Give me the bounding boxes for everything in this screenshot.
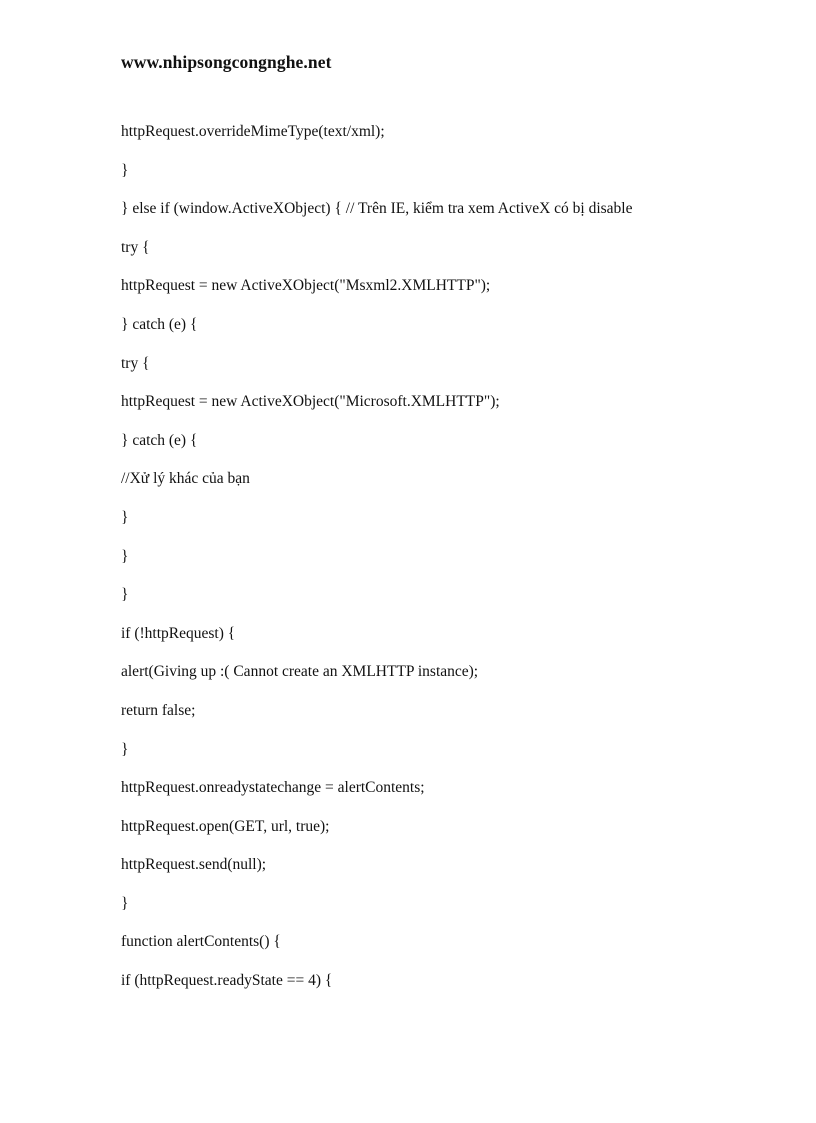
code-line: httpRequest.onreadystatechange = alertContents; (121, 779, 425, 797)
code-line: try { (121, 354, 150, 372)
code-line: } (121, 161, 129, 179)
code-line: httpRequest.send(null); (121, 856, 267, 874)
site-header: www.nhipsongcongnghe.net (121, 52, 332, 72)
code-line: function alertContents() { (121, 933, 281, 951)
code-line: } (121, 740, 129, 758)
code-line: } (121, 894, 129, 912)
code-line: //Xử lý khác của bạn (121, 470, 250, 488)
code-line: return false; (121, 701, 196, 719)
code-line: } (121, 508, 129, 526)
code-line: } catch (e) { (121, 315, 198, 333)
code-line: if (httpRequest.readyState == 4) { (121, 972, 333, 990)
code-line: httpRequest.open(GET, url, true); (121, 817, 330, 835)
code-line: } catch (e) { (121, 431, 198, 449)
code-line: alert(Giving up :( Cannot create an XMLHTTP instance); (121, 663, 479, 681)
code-line: if (!httpRequest) { (121, 624, 236, 642)
code-line: httpRequest = new ActiveXObject("Msxml2.XMLHTTP"); (121, 277, 491, 295)
code-line: } (121, 547, 129, 565)
code-line: try { (121, 238, 150, 256)
code-line: httpRequest.overrideMimeType(text/xml); (121, 123, 385, 140)
code-line: httpRequest = new ActiveXObject("Microsoft.XMLHTTP"); (121, 393, 500, 411)
code-line: } else if (window.ActiveXObject) { // Trên IE, kiểm tra xem ActiveX có bị disable (121, 200, 633, 218)
code-listing (121, 121, 632, 1009)
code-line: } (121, 586, 129, 604)
